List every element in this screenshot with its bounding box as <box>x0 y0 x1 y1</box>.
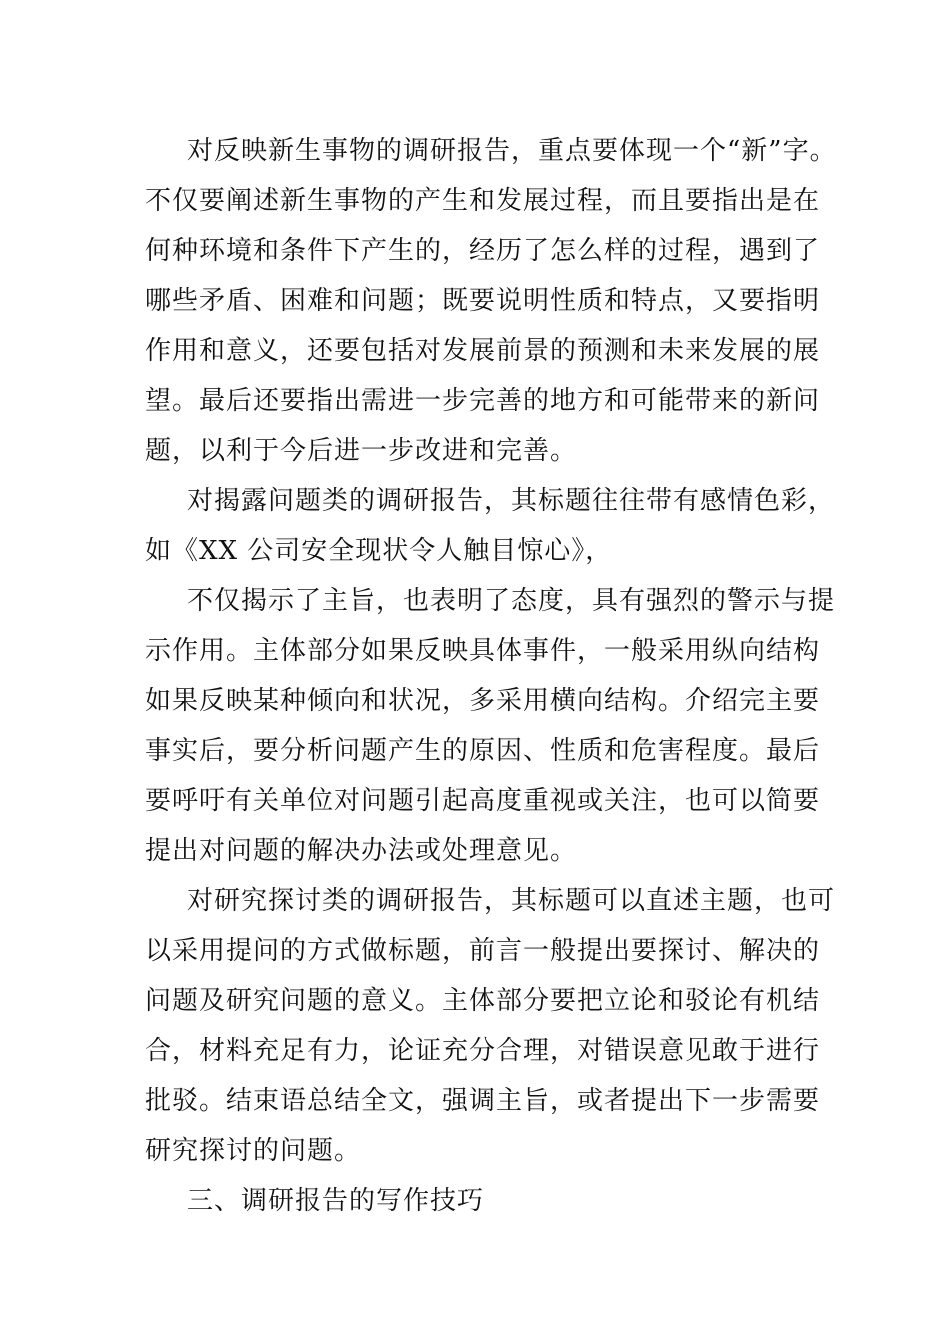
text-line: 以采用提问的方式做标题，前言一般提出要探讨、解决的 <box>145 936 821 966</box>
text-line: 批驳。结束语总结全文，强调主旨，或者提出下一步需要 <box>145 1086 821 1116</box>
section-heading: 三、调研报告的写作技巧 <box>187 1186 485 1216</box>
text-line: 如《XX 公司安全现状令人触目惊心》， <box>145 536 613 566</box>
text-line: 如果反映某种倾向和状况，多采用横向结构。介绍完主要 <box>145 686 821 716</box>
text-line: 对揭露问题类的调研报告，其标题往往带有感情色彩， <box>187 486 836 516</box>
text-line: 事实后，要分析问题产生的原因、性质和危害程度。最后 <box>145 736 821 766</box>
document-body <box>145 126 837 1226</box>
text-line: 作用和意义，还要包括对发展前景的预测和未来发展的展 <box>145 336 821 366</box>
text-line: 对反映新生事物的调研报告，重点要体现一个“新”字。 <box>187 136 837 166</box>
text-line: 哪些矛盾、困难和问题；既要说明性质和特点，又要指明 <box>145 286 821 316</box>
text-line: 示作用。主体部分如果反映具体事件，一般采用纵向结构 <box>145 636 821 666</box>
text-line: 题，以利于今后进一步改进和完善。 <box>145 436 578 466</box>
text-line: 对研究探讨类的调研报告，其标题可以直述主题，也可 <box>187 886 836 916</box>
text-line: 提出对问题的解决办法或处理意见。 <box>145 836 578 866</box>
text-line: 合，材料充足有力，论证充分合理，对错误意见敢于进行 <box>145 1036 821 1066</box>
text-line: 不仅揭示了主旨，也表明了态度，具有强烈的警示与提 <box>187 586 836 616</box>
text-line: 问题及研究问题的意义。主体部分要把立论和驳论有机结 <box>145 986 821 1016</box>
text-line: 何种环境和条件下产生的，经历了怎么样的过程，遇到了 <box>145 236 821 266</box>
text-line: 要呼吁有关单位对问题引起高度重视或关注，也可以简要 <box>145 786 821 816</box>
text-line: 不仅要阐述新生事物的产生和发展过程，而且要指出是在 <box>145 186 821 216</box>
text-line: 望。最后还要指出需进一步完善的地方和可能带来的新问 <box>145 386 821 416</box>
text-line: 研究探讨的问题。 <box>145 1136 362 1166</box>
